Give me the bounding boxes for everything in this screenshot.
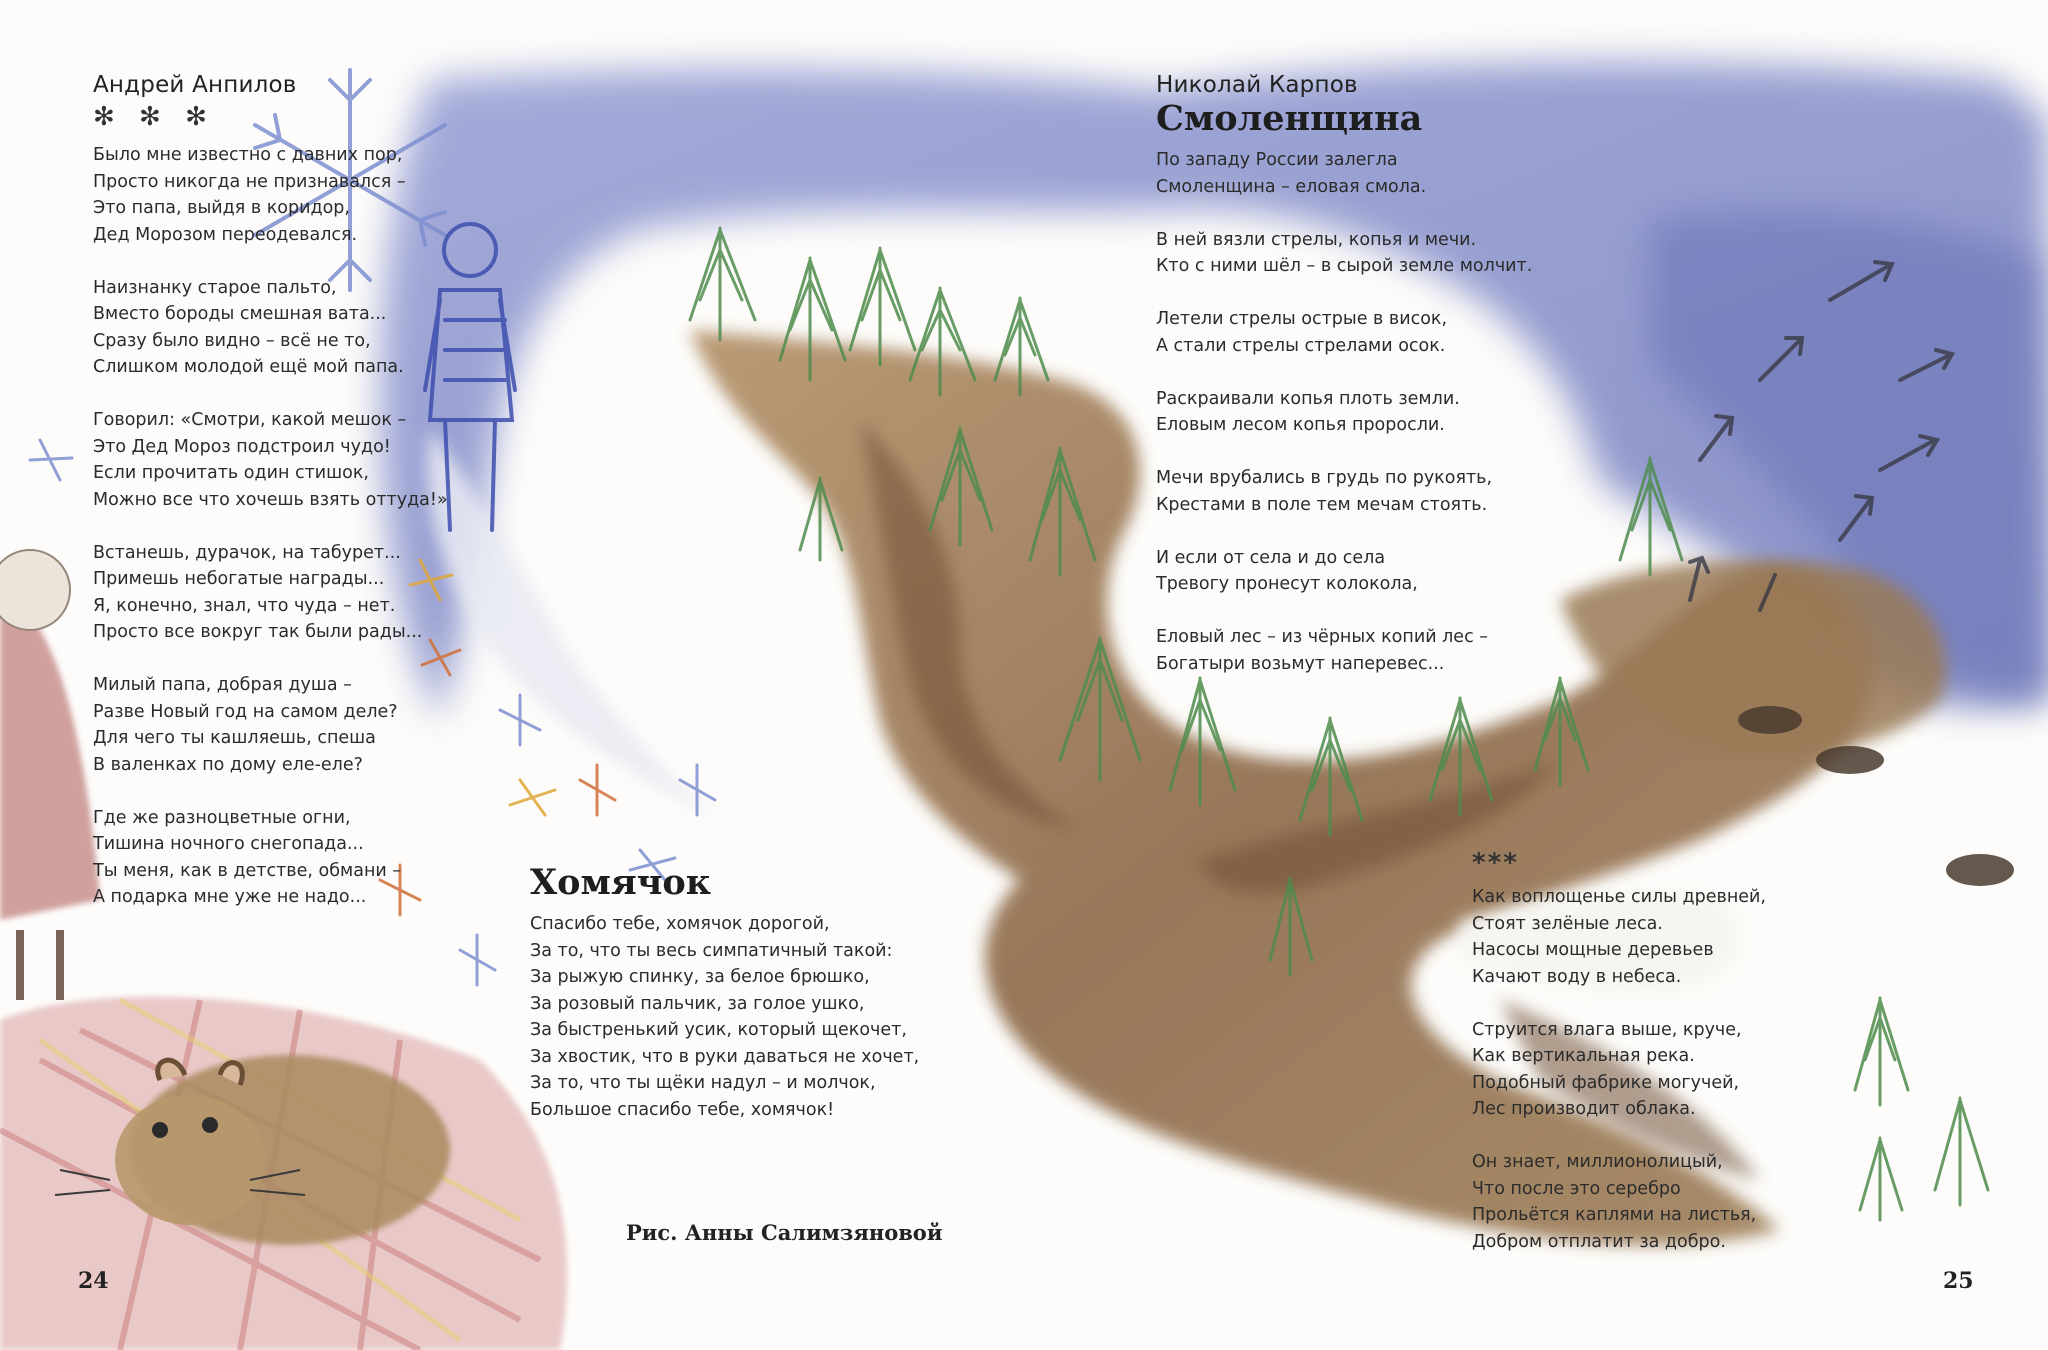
stanza — [1472, 1017, 1766, 1123]
poem-line: Где же разноцветные огни, — [93, 807, 351, 828]
poem-title-smolenshchina: Смоленщина — [1156, 98, 1423, 139]
poem-line: Ты меня, как в детстве, обмани – — [93, 860, 402, 881]
poem-line: Дед Морозом переодевался. — [93, 224, 358, 245]
poem-line: Что после это серебро — [1472, 1178, 1681, 1199]
poem-line: Можно все что хочешь взять оттуда!» — [93, 489, 448, 510]
stanza — [1156, 227, 1532, 280]
poem-line: Спасибо тебе, хомячок дорогой, — [530, 914, 830, 934]
poem-separator-stars: ✻ ✻ ✻ — [93, 102, 215, 132]
poem-line: Насосы мощные деревьев — [1472, 940, 1714, 960]
poem-line: Еловый лес – из чёрных копий лес – — [1156, 627, 1489, 647]
poem-line: Качают воду в небеса. — [1472, 966, 1682, 987]
stanza — [1156, 306, 1532, 359]
poem-line: Раскраивали копья плоть земли. — [1156, 388, 1460, 409]
poem-line: Еловым лесом копья проросли. — [1156, 415, 1445, 435]
poem-line: Сразу было видно – всё не то, — [93, 330, 371, 351]
poem-line: Как вертикальная река. — [1472, 1046, 1695, 1066]
stanza — [93, 407, 448, 513]
poem-line: Если прочитать один стишок, — [93, 463, 369, 483]
poem-forests — [1472, 844, 1766, 1282]
poem-line: Примешь небогатые награды... — [93, 569, 385, 589]
stanza — [1156, 465, 1532, 518]
poem-line: За рыжую спинку, за белое брюшко, — [530, 967, 870, 987]
stanza — [1156, 147, 1532, 200]
poem-line: Струится влага выше, круче, — [1472, 1019, 1742, 1040]
poem-hamster — [530, 862, 919, 1123]
poem-line: Он знает, миллионолицый, — [1472, 1152, 1723, 1172]
poem-karpov — [1156, 72, 1532, 704]
poem-line: Летели стрелы острые в висок, — [1156, 309, 1448, 329]
author-karpov: Николай Карпов — [1156, 72, 1358, 98]
poem-line: Кто с ними шёл – в сырой земле молчит. — [1156, 256, 1533, 276]
stanza — [1156, 545, 1532, 598]
poem-line: Стоят зелёные леса. — [1472, 913, 1663, 934]
stanza — [1472, 884, 1766, 990]
page-number-right: 25 — [1943, 1268, 1974, 1294]
poem-line: Наизнанку старое пальто, — [93, 277, 337, 298]
poem-line: Говорил: «Смотри, какой мешок – — [93, 410, 407, 430]
poem-line: И если от села и до села — [1156, 547, 1386, 568]
poem-line: Подобный фабрике могучей, — [1472, 1072, 1740, 1093]
stanza — [1156, 624, 1532, 677]
poem-anpilov — [93, 72, 448, 937]
stanza — [93, 805, 448, 911]
poem-line: Богатыри возьмут наперевес... — [1156, 653, 1445, 674]
poem-line: Тишина ночного снегопада... — [93, 834, 364, 854]
poem-anpilov-body — [93, 142, 448, 911]
poem-line: Тревогу пронесут колокола, — [1156, 574, 1418, 594]
poem-line: Милый папа, добрая душа – — [93, 675, 352, 695]
poem-line: Просто никогда не признавался – — [93, 171, 406, 192]
poem-line: За быстренький усик, который щекочет, — [530, 1020, 907, 1040]
poem-separator-stars: *** — [1472, 848, 1519, 878]
girl-figure — [0, 550, 100, 1000]
stanza — [93, 540, 448, 646]
poem-line: Вместо бороды смешная вата... — [93, 304, 387, 324]
poem-line: Слишком молодой ещё мой папа. — [93, 357, 404, 377]
poem-line: За розовый пальчик, за голое ушко, — [530, 993, 865, 1014]
poem-line: Прольётся каплями на листья, — [1472, 1205, 1757, 1225]
poem-line: По западу России залегла — [1156, 150, 1398, 170]
author-anpilov: Андрей Анпилов — [93, 72, 297, 98]
snow-path — [427, 430, 720, 820]
stanza — [93, 275, 448, 381]
poem-line: За то, что ты весь симпатичный такой: — [530, 940, 893, 961]
poem-line: Крестами в поле тем мечам стоять. — [1156, 494, 1488, 515]
poem-line: Было мне известно с давних пор, — [93, 145, 403, 165]
poem-line: А стали стрелы стрелами осок. — [1156, 335, 1446, 356]
poem-line: Лес производит облака. — [1472, 1099, 1696, 1119]
hamster-illustration — [0, 997, 567, 1350]
poem-line: Смоленщина – еловая смола. — [1156, 176, 1427, 197]
poem-karpov-body — [1156, 147, 1532, 677]
poem-line: Это Дед Мороз подстроил чудо! — [93, 436, 391, 457]
poem-line: Разве Новый год на самом деле? — [93, 701, 398, 722]
stanza — [1156, 386, 1532, 439]
stanza — [93, 142, 448, 248]
poem-line: В ней вязли стрелы, копья и мечи. — [1156, 229, 1477, 250]
poem-line: А подарка мне уже не надо... — [93, 887, 367, 907]
poem-line: Встанешь, дурачок, на табурет... — [93, 542, 401, 563]
poem-line: Это папа, выйдя в коридор, — [93, 198, 350, 218]
illustration-credit: Рис. Анны Салимзяновой — [626, 1220, 943, 1245]
poem-line: Как воплощенье силы древней, — [1472, 887, 1766, 907]
poem-line: За хвостик, что в руки даваться не хочет, — [530, 1046, 920, 1067]
page-number-left: 24 — [78, 1268, 109, 1294]
poem-line: Добром отплатит за добро. — [1472, 1231, 1726, 1252]
poem-line: Я, конечно, знал, что чуда – нет. — [93, 595, 396, 616]
poem-line: В валенках по дому еле-еле? — [93, 754, 363, 775]
poem-title-hamster: Хомячок — [530, 862, 711, 903]
stanza — [1472, 1149, 1766, 1255]
poem-line: Мечи врубались в грудь по рукоять, — [1156, 468, 1493, 488]
stanza — [93, 672, 448, 778]
poem-line: Большое спасибо тебе, хомячок! — [530, 1099, 835, 1120]
poem-forests-body — [1472, 884, 1766, 1255]
poem-line: За то, что ты щёки надул – и молчок, — [530, 1073, 876, 1093]
poem-line: Просто все вокруг так были рады... — [93, 622, 423, 642]
poem-line: Для чего ты кашляешь, спеша — [93, 728, 376, 748]
poem-hamster-body — [530, 911, 919, 1123]
